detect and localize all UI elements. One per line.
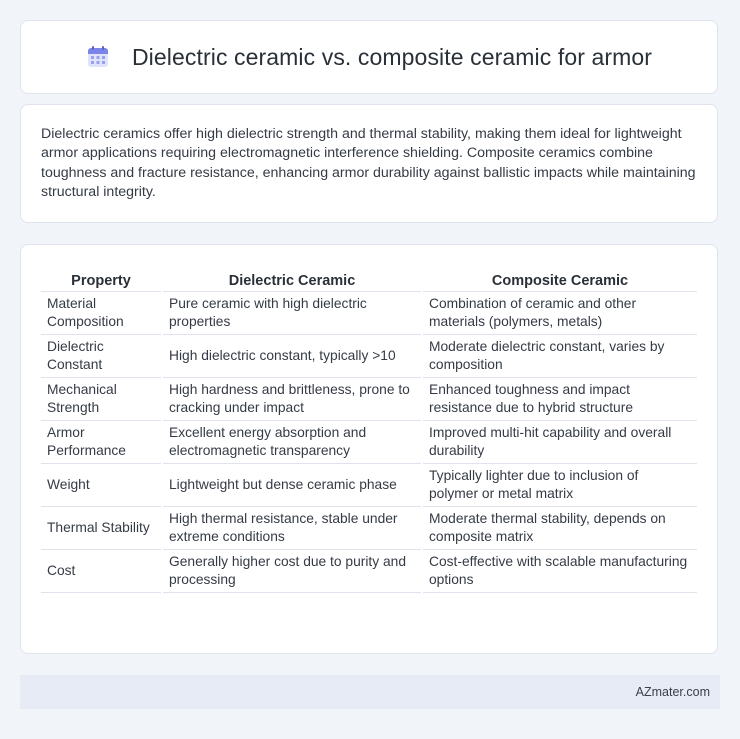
composite-cell: Moderate thermal stability, depends on composite matrix [423, 507, 697, 550]
column-header-dielectric: Dielectric Ceramic [163, 265, 421, 292]
comparison-table-card [20, 244, 718, 654]
dielectric-cell: High thermal resistance, stable under extreme conditions [163, 507, 421, 550]
composite-cell: Improved multi-hit capability and overall durability [423, 421, 697, 464]
property-cell: Material Composition [41, 292, 161, 335]
table-row [41, 464, 697, 507]
dielectric-cell: Lightweight but dense ceramic phase [163, 464, 421, 507]
page-title: Dielectric ceramic vs. composite ceramic for armor [131, 43, 653, 70]
property-cell: Thermal Stability [41, 507, 161, 550]
summary-card [20, 104, 718, 223]
property-cell: Cost [41, 550, 161, 593]
composite-cell: Combination of ceramic and other materials (polymers, metals) [423, 292, 697, 335]
property-cell: Mechanical Strength [41, 378, 161, 421]
table-row [41, 335, 697, 378]
dielectric-cell: High dielectric constant, typically >10 [163, 335, 421, 378]
column-header-composite: Composite Ceramic [423, 265, 697, 292]
table-row [41, 507, 697, 550]
dielectric-cell: High hardness and brittleness, prone to cracking under impact [163, 378, 421, 421]
title-card [20, 20, 718, 94]
table-row [41, 292, 697, 335]
composite-cell: Moderate dielectric constant, varies by composition [423, 335, 697, 378]
footer-bar [20, 675, 720, 709]
table-header-row [41, 265, 697, 292]
composite-cell: Enhanced toughness and impact resistance due to hybrid structure [423, 378, 697, 421]
composite-cell: Cost-effective with scalable manufacturing options [423, 550, 697, 593]
dielectric-cell: Excellent energy absorption and electromagnetic transparency [163, 421, 421, 464]
calendar-icon [86, 45, 110, 69]
property-cell: Dielectric Constant [41, 335, 161, 378]
dielectric-cell: Generally higher cost due to purity and processing [163, 550, 421, 593]
column-header-property: Property [41, 265, 161, 292]
footer-brand: AZmater.com [635, 685, 710, 699]
summary-text: Dielectric ceramics offer high dielectric strength and thermal stability, making them ideal for lightweight armor applications requiring electromagnetic interference shielding. Composite ceramics combine toughness and fracture resistance, enhancing armor durability against ballistic impacts while maintaining structural integrity. [41, 126, 696, 200]
property-cell: Weight [41, 464, 161, 507]
table-row [41, 421, 697, 464]
dielectric-cell: Pure ceramic with high dielectric properties [163, 292, 421, 335]
composite-cell: Typically lighter due to inclusion of polymer or metal matrix [423, 464, 697, 507]
comparison-table [39, 265, 699, 593]
property-cell: Armor Performance [41, 421, 161, 464]
table-row [41, 378, 697, 421]
table-row [41, 550, 697, 593]
